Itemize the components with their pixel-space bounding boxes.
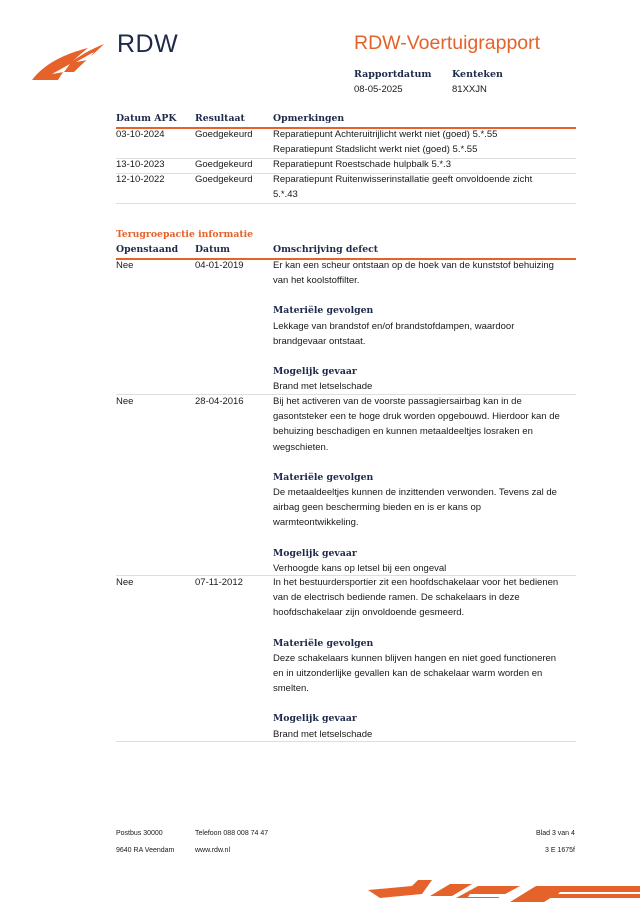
brand-name: RDW [117,30,179,58]
recall-open: Nee [116,396,134,407]
material-line: Deze schakelaars kunnen blijven hangen en niet goed functioneren [273,652,557,664]
apk-col-remarks: Opmerkingen [273,113,345,124]
plate-number: 81XXJN [452,84,487,95]
recall-section-title: Terugroepactie informatie [116,229,254,240]
apk-date: 03-10-2024 [116,129,165,140]
danger-heading: Mogelijk gevaar [273,547,357,559]
danger-line: Brand met letselschade [273,728,373,740]
material-line: brandgevaar ontstaat. [273,335,366,347]
footer-phone: Telefoon 088 008 74 47 [195,830,269,837]
apk-date: 12-10-2022 [116,174,165,185]
recall-description [273,258,573,394]
defect-line: wegschieten. [273,441,329,453]
apk-col-date: Datum APK [116,113,177,124]
recall-col-open: Openstaand [116,244,179,255]
decorative-stripes-icon [360,876,640,906]
recall-date: 07-11-2012 [195,577,243,588]
apk-result: Goedgekeurd [195,159,253,170]
recall-date: 28-04-2016 [195,396,244,407]
apk-remark: Reparatiepunt Roestschade hulpbalk 5.*.3 [273,159,451,170]
report-date-label: Rapportdatum [354,69,432,80]
apk-remark: Reparatiepunt Achteruitrijlicht werkt niet (goed) 5.*.55 [273,129,498,140]
footer-page-number: Blad 3 van 4 [536,830,575,837]
material-heading: Materiële gevolgen [273,637,374,649]
row-divider [116,203,576,204]
row-divider [116,741,576,742]
recall-description [273,575,573,742]
recall-open: Nee [116,260,134,271]
apk-result: Goedgekeurd [195,129,253,140]
danger-line: Verhoogde kans op letsel bij een ongeval [273,562,447,574]
apk-col-result: Resultaat [195,113,245,124]
defect-line: In het bestuurdersportier zit een hoofdschakelaar voor het bedienen [273,577,559,588]
plate-label: Kenteken [452,69,503,80]
report-title: RDW-Voertuigrapport [354,32,541,54]
recall-description [273,394,573,576]
material-line: warmteontwikkeling. [273,517,359,529]
report-date: 08-05-2025 [354,84,403,95]
apk-result: Goedgekeurd [195,174,253,185]
recall-date: 04-01-2019 [195,260,244,271]
footer-doc-code: 3 E 1675f [545,847,575,854]
recall-col-defect: Omschrijving defect [273,244,379,255]
danger-heading: Mogelijk gevaar [273,366,357,378]
apk-remark: 5.*.43 [273,189,298,200]
material-line: airbag geen bescherming bieden en is er kans op [273,502,482,514]
defect-line: van het koolstoffilter. [273,275,360,287]
footer-city: 9640 RA Veendam [116,847,175,854]
rdw-wing-icon [30,42,106,82]
recall-open: Nee [116,577,134,588]
apk-date: 13-10-2023 [116,159,165,170]
defect-line: Bij het activeren van de voorste passagiersairbag kan in de [273,396,522,407]
apk-remark: Reparatiepunt Stadslicht werkt niet (goed) 5.*.55 [273,144,478,155]
defect-line: hoofdschakelaar zijn onvoldoende gesmeerd. [273,607,465,619]
material-line: De metaaldeeltjes kunnen de inzittenden verwonden. Tevens zal de [273,487,557,499]
defect-line: gasontsteker een te hoge druk worden opgebouwd. Hierdoor kan de [273,411,560,423]
defect-line: van de electrisch bediende ramen. De schakelaars in deze [273,592,520,604]
material-line: Lekkage van brandstof en/of brandstofdampen, waardoor [273,320,515,332]
danger-line: Brand met letselschade [273,381,373,393]
rdw-logo [30,30,180,82]
recall-col-date: Datum [195,244,230,255]
apk-remark: Reparatiepunt Ruitenwisserinstallatie geeft onvoldoende zicht [273,174,533,185]
defect-line: behuizing beschadigen en kunnen metaaldeeltjes losraken en [273,426,533,438]
material-line: smelten. [273,683,309,695]
danger-heading: Mogelijk gevaar [273,713,357,725]
footer-website[interactable]: www.rdw.nl [195,847,231,854]
material-heading: Materiële gevolgen [273,471,374,483]
material-heading: Materiële gevolgen [273,305,374,317]
footer-postbus: Postbus 30000 [116,830,163,837]
material-line: en in uitzonderlijke gevallen kan de schakelaar warm worden en [273,668,543,680]
defect-line: Er kan een scheur ontstaan op de hoek van de kunststof behuizing [273,260,554,271]
